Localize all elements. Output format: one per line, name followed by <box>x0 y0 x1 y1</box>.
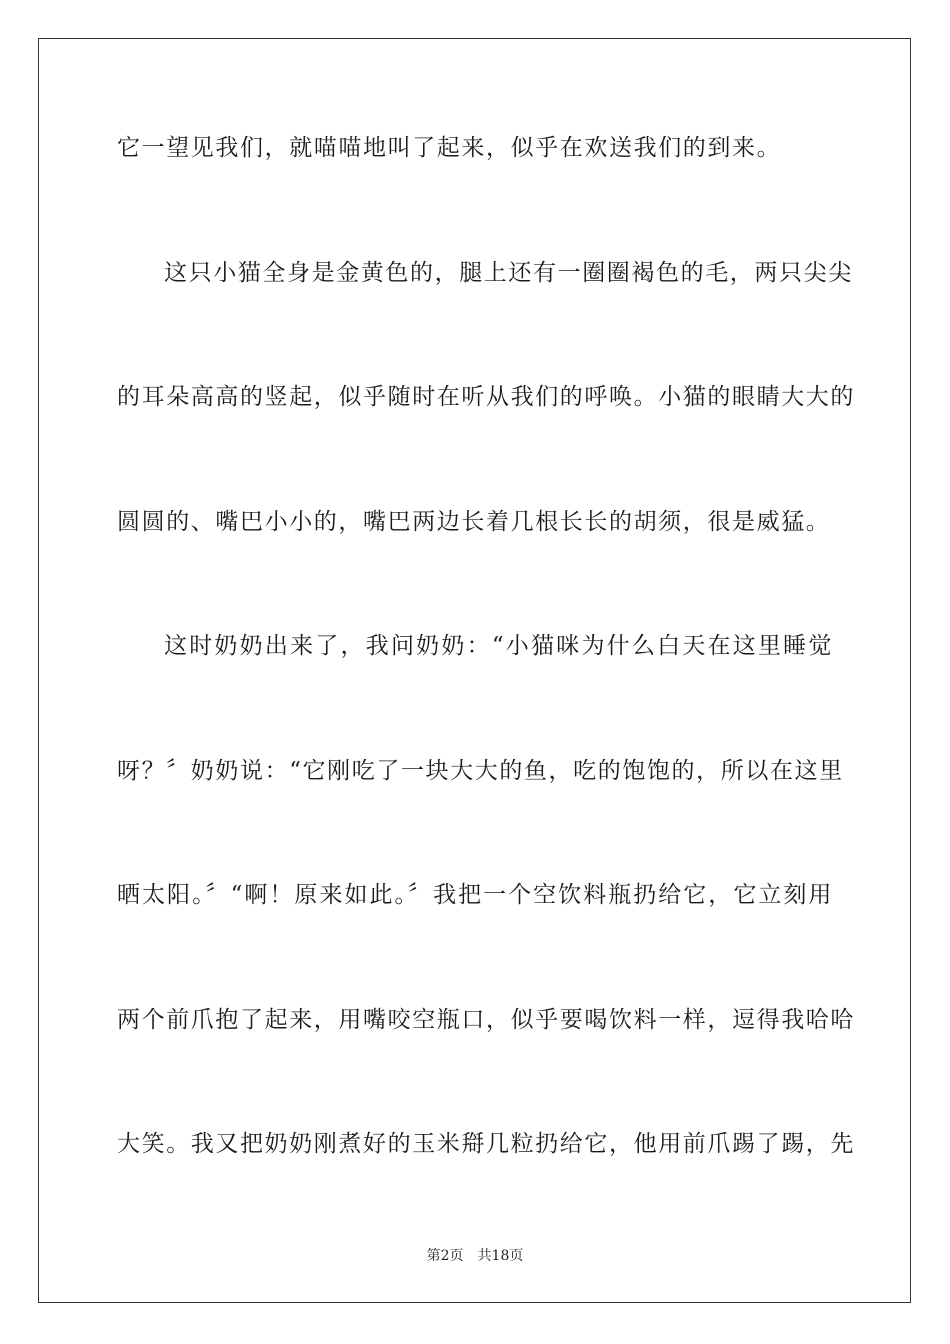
text-line-7: 晒太阳。〞“啊！原来如此。〞我把一个空饮料瓶扔给它，它立刻用 <box>117 882 833 908</box>
text-line-3: 的耳朵高高的竖起，似乎随时在听从我们的呼唤。小猫的眼睛大大的 <box>117 384 855 410</box>
text-line-8: 两个前爪抱了起来，用嘴咬空瓶口，似乎要喝饮料一样，逗得我哈哈 <box>117 1007 855 1033</box>
text-line-4: 圆圆的、嘴巴小小的，嘴巴两边长着几根长长的胡须，很是威猛。 <box>117 509 831 535</box>
text-line-2: 这只小猫全身是金黄色的，腿上还有一圈圈褐色的毛，两只尖尖 <box>164 260 853 286</box>
page-footer <box>0 1246 950 1266</box>
page-frame <box>38 38 911 1303</box>
text-line-6: 呀？〞奶奶说：“它刚吃了一块大大的鱼，吃的饱饱的，所以在这里 <box>117 758 844 784</box>
page-total: 共18页 <box>477 1248 524 1264</box>
text-line-9: 大笑。我又把奶奶刚煮好的玉米搿几粒扔给它，他用前爪踢了踢，先 <box>117 1131 855 1157</box>
text-line-5: 这时奶奶出来了，我问奶奶：“小猫咪为什么白天在这里睡觉 <box>164 633 833 659</box>
text-line-1: 它一望见我们，就喵喵地叫了起来，似乎在欢送我们的到来。 <box>117 135 782 161</box>
page-number: 第2页 <box>426 1248 464 1264</box>
